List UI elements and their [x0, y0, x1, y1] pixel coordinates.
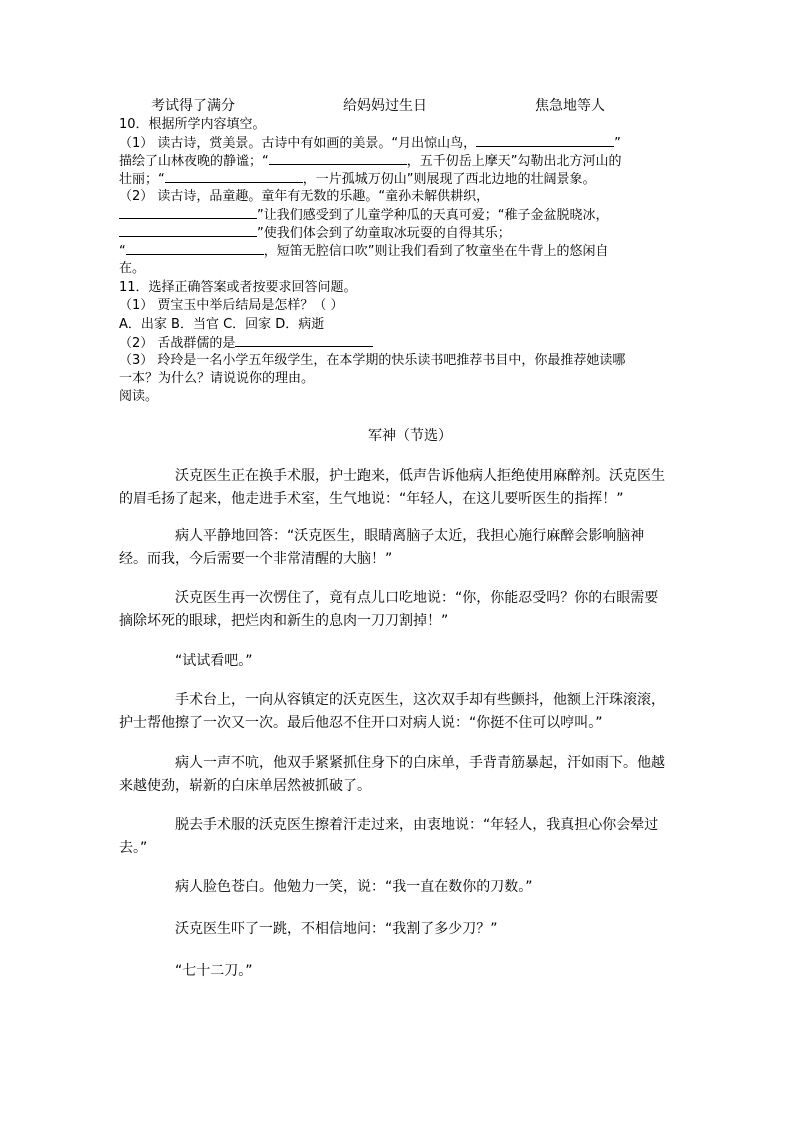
paragraph-3-line2: 摘除坏死的眼球，把烂肉和新生的息肉一刀刀割掉！” — [119, 613, 449, 629]
paragraph-6-line2: 来越使劲，崭新的白床单居然被抓破了。 — [119, 778, 371, 794]
paragraph-7-line1: 脱去手术服的沃克医生擦着汗走过来，由衷地说：“年轻人，我真担心你会晕过 — [175, 817, 659, 833]
paragraph-6-line1: 病人一声不吭，他双手紧紧抓住身下的白床单，手背青筋暴起，汗如雨下。他越 — [175, 755, 665, 771]
passage-title: 军神（节选） — [368, 428, 452, 444]
q10-p1-line3: 壮丽；“ ，一片孤城万仞山”则展现了西北边地的壮阔景象。 — [119, 172, 596, 187]
answer-blank[interactable] — [476, 134, 614, 147]
option-2: 给妈妈过生日 — [343, 98, 427, 114]
paragraph-9: 沃克医生吓了一跳，不相信地问：“我割了多少刀？” — [175, 921, 498, 937]
reading-label: 阅读。 — [119, 389, 159, 404]
q10-p2-line2: ”让我们感受到了儿童学种瓜的天真可爱；“稚子金盆脱晓冰， — [119, 206, 608, 225]
paragraph-5-line1: 手术台上，一向从容镇定的沃克医生，这次双手却有些颤抖，他额上汗珠滚滚， — [175, 692, 665, 708]
answer-blank[interactable] — [119, 224, 257, 237]
q10-p2-line1: （2） 读古诗，品童趣。童年有无数的乐趣。“童孙未解供耕织， — [119, 189, 490, 204]
option-1: 考试得了满分 — [151, 98, 235, 114]
paragraph-5-line2: 护士帮他擦了一次又一次。最后他忍不住开口对病人说：“你挺不住可以哼叫。” — [119, 715, 603, 731]
option-3: 焦急地等人 — [535, 98, 605, 114]
q10-p2-line4: “ ，短笛无腔信口吹”则让我们看到了牧童坐在牛背上的悠闲自 — [119, 244, 609, 259]
answer-blank[interactable] — [269, 152, 407, 165]
paragraph-10: “七十二刀。” — [175, 963, 253, 979]
answer-blank[interactable] — [126, 242, 264, 255]
q11-s2: （2） 舌战群儒的是 — [119, 334, 373, 353]
paragraph-1-line2: 的眉毛扬了起来，他走进手术室，生气地说：“年轻人，在这儿要听医生的指挥！” — [119, 491, 624, 507]
q10-heading: 10．根据所学内容填空。 — [119, 117, 266, 132]
paragraph-7-line2: 去。” — [119, 840, 148, 856]
q11-heading: 11．选择正确答案或者按要求回答问题。 — [119, 280, 357, 295]
q11-s3-line1: （3） 玲玲是一名小学五年级学生，在本学期的快乐读书吧推荐书目中，你最推荐她读哪 — [119, 353, 626, 368]
q11-s1-options: A．出家 B．当官 C．回家 D．病逝 — [119, 317, 325, 332]
options-row — [151, 97, 605, 115]
paragraph-2-line2: 经。而我，今后需要一个非常清醒的大脑！” — [119, 551, 393, 567]
q10-p2-line5: 在。 — [119, 261, 146, 276]
answer-blank[interactable] — [119, 206, 257, 219]
q11-s3-line2: 一本？为什么？请说说你的理由。 — [119, 371, 315, 386]
q10-p1-line1: （1） 读古诗，赏美景。古诗中有如画的美景。“月出惊山鸟， ” — [119, 136, 621, 151]
answer-blank[interactable] — [165, 170, 303, 183]
paragraph-2-line1: 病人平静地回答：“沃克医生，眼睛离脑子太近，我担心施行麻醉会影响脑神 — [175, 528, 645, 544]
paragraph-4: “试试看吧。” — [175, 653, 253, 669]
q11-s1: （1） 贾宝玉中举后结局是怎样？（ ） — [119, 298, 344, 313]
paragraph-8: 病人脸色苍白。他勉力一笑，说：“我一直在数你的刀数。” — [175, 879, 533, 895]
paragraph-3-line1: 沃克医生再一次愣住了，竟有点儿口吃地说：“你，你能忍受吗？你的右眼需要 — [175, 590, 659, 606]
q10-p1-line2: 描绘了山林夜晚的静谧；“ ，五千仞岳上摩天”勾勒出北方河山的 — [119, 154, 622, 169]
q10-p2-line3: ”使我们体会到了幼童取冰玩耍的自得其乐； — [119, 224, 511, 243]
answer-blank[interactable] — [235, 334, 373, 347]
paragraph-1-line1: 沃克医生正在换手术服，护士跑来，低声告诉他病人拒绝使用麻醉剂。沃克医生 — [175, 468, 665, 484]
